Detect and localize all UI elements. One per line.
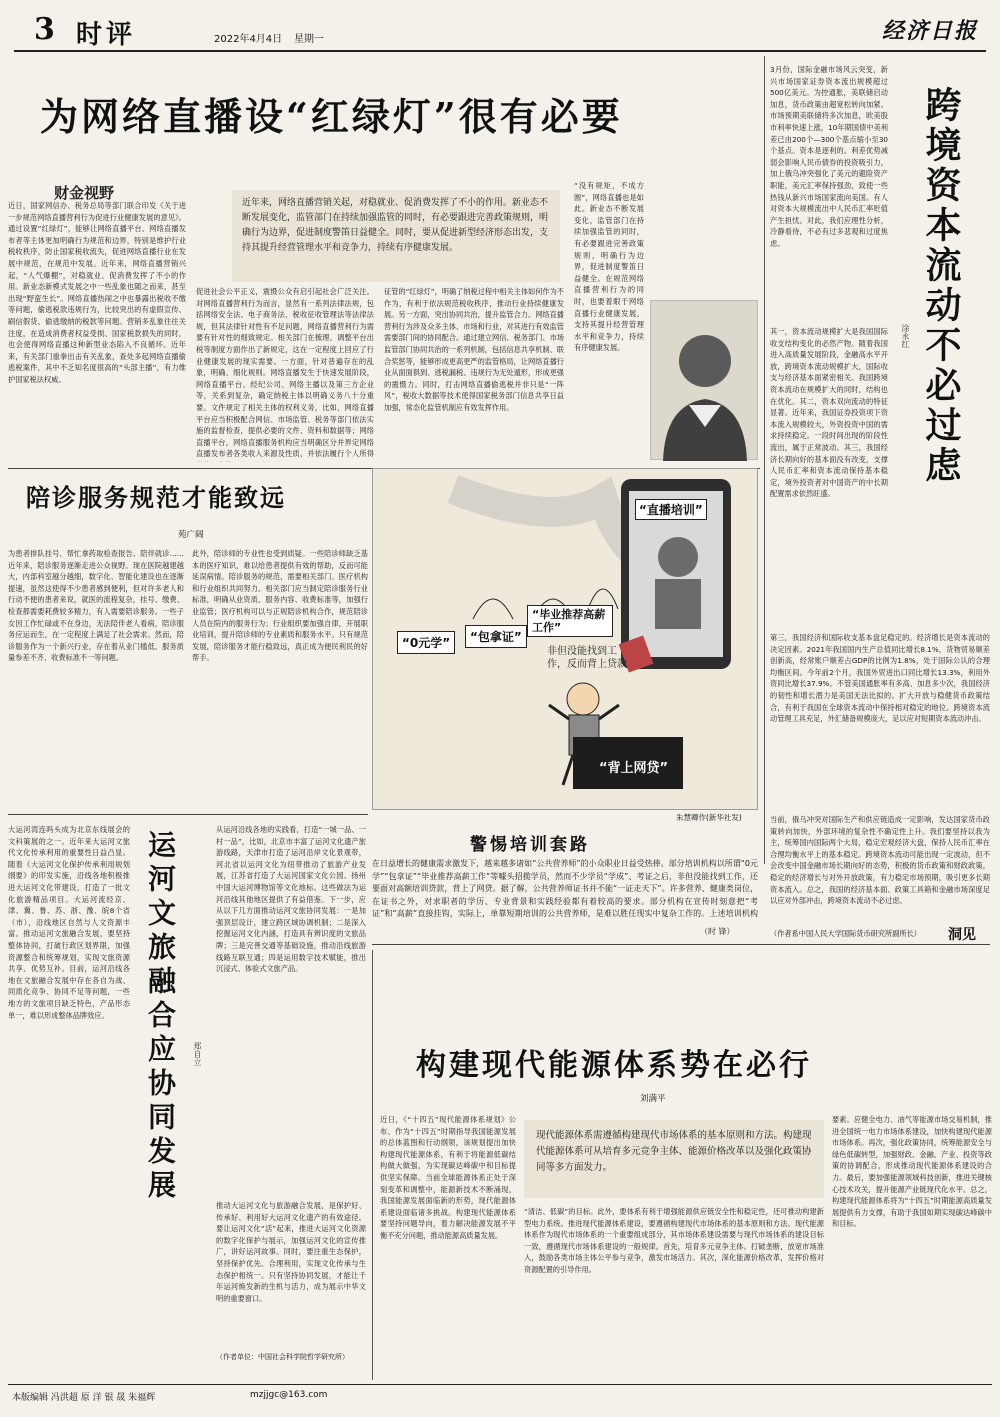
footer-email[interactable]: mzjjgc@163.com <box>250 1390 328 1400</box>
main-article-title: 为网络直播设“红绿灯”很有必要 <box>40 94 623 139</box>
cartoon-caption-zero-cost: “0元学” <box>397 631 455 654</box>
footer-rule <box>8 1384 992 1385</box>
sidebar-col-1: 3月份，国际金融市场风云突变，新兴市场国家证券资本流出规模超过500亿美元。为控通胀，美联储启动加息，货币政策由超宽松转向加紧。市场预期美联储将多次加息，欧美股市利率快速上涨，10年期国债中美利差已由200个—300个基点缩小至30个基点。资本是逐利的。利差优势减弱会影响人民币债券的投资吸引力，加上俄乌冲突强化了美元的避险资产职能，美元汇率保持强劲，致使一些热钱从新兴市场国家流向美国。有人对资本大规模流出中人民币汇率贬值产生担忧。对此，我们应理性分析，冷静看待，不必有过多悲观和过度焦虑。 <box>770 65 888 248</box>
main-article-col-4: “没有规矩，不成方圆”，网络直播也是如此。新业态不断发展变化，监管部门在持续加强监管的同时，有必要跟进完善政策规则，明确行为边界，促进制度警笛日益健全。在规范网络直播营利行为的同时，也要着眼于网络直播行业健康发展，支持其提升经营管理水平和竞争力，持续有序健康发展。 <box>574 181 644 353</box>
canal-article-author: 郑自立 <box>193 1042 202 1066</box>
energy-article-author: 刘满平 <box>640 1094 666 1104</box>
cartoon-caption-job: “毕业推荐高薪工作” <box>527 605 613 637</box>
training-article-title: 警惕培训套路 <box>470 835 590 855</box>
training-article-author: （时 锋） <box>700 927 735 936</box>
training-article-body: 在日益增长的健康需求激发下，越来越多诸如“公共营养师”的小众职业日益受热捧。部分培训机构以所谓“0元学”“包拿证”“毕业推荐高薪工作”等噱头招揽学员，然而不少学员“学成”、考证之后，非但没能找到工作，还要面对高额培训贷款，背上了网贷。据了解，公共营养师证书并不能“一证走天下”。许多营养、健康类岗位，在证书之外，对求职者的学历、专业背景和实践经验都有着较高的要求。部分机构在宣传时刻意把“考证”和“高薪”直接挂钩，实际上，单靠短期培训的公共营养师，是难以胜任现实中复杂工作的。上述培训机构 <box>372 859 758 919</box>
escort-article-col-1: 为患者排队挂号、帮忙拿药取检查报告、陪伴就诊……近年来，陪诊服务逐渐走进公众视野。现在医院越建越大，内部科室越分越细，数字化、智能化建设也在逐渐提速，虽然这使得不少患者感到便利，但对许多老人和行动不便的患者来说，就医的流程复杂，挂号、缴费、检查都需要耗费较多精力，有人需要陪诊服务。一些子女因工作忙碌或不在身边，无法陪伴老人看病，陪诊服务应运而生，在一定程度上满足了社会需求。然而，陪诊服务作为一个新兴行业，存在着从业门槛低、服务质量参差不齐、收费标准不一等问题。 <box>8 549 184 663</box>
cartoon-phone-sign: “直播培训” <box>635 499 707 520</box>
sidebar-col-2: 其一，资本流动规模扩大是我国国际收支结构变化的必然产物。随着我国进入高质量发展阶段，金融高水平开放，跨境资本流动规模扩大，国际收支与经济基本面紧密相关。我国跨境资本流动在规模扩大的同时，结构也在优化。其二，资本双向流动的特征显著。近年来，我国证券投资项下资本流入规模较大，外资投资中国的需求持续稳定。一段时间出现的阶段性流出，属于正常波动。其三，我国经济长期向好的基本面没有改变，支撑人民币汇率和资本流动保持基本稳定，境外投资者对中国资产的中长期配置需求依然旺盛。 <box>770 327 888 499</box>
escort-article-bottom-rule <box>8 814 368 815</box>
sidebar-col-4: 当前，俄乌冲突对国际生产和供应链造成一定影响，发达国家货币政策转向加快，外部环境的复杂性不确定性上升。我们要坚持以我为主，统筹国内国际两个大局，稳定宏观经济大盘，保持人民币汇率在合理均衡水平上的基本稳定。跨境资本流动可能出现一定波动，但不会改变中国金融市场长期向好的态势，积极的货币政策和财政政策，稳定的经济增长与对外开放政策，有力稳定市场预期，吸引更多长期资本流入。总之，我国的经济基本面、政策工具箱和金融市场深度足以应对外部冲击，跨境资本流动不必过虑。 <box>770 815 990 906</box>
issue-date: 2022年4月4日 <box>214 34 283 45</box>
sidebar-divider <box>764 56 765 864</box>
masthead-rule <box>14 50 986 52</box>
footer-editors: 本版编辑 冯洪超 原 洋 银 晟 朱福辉 <box>12 1393 156 1403</box>
escort-article-col-2: 此外，陪诊师的专业性也受到质疑。一些陪诊师缺乏基本的医疗知识，难以给患者提供有效的帮助，反而可能延误病情。陪诊服务的规范，需要相关部门、医疗机构和行业组织共同努力。相关部门应当制定陪诊服务行业标准，明确从业资质、服务内容、收费标准等，加强行业监管；医疗机构可以与正规陪诊机构合作，规范陪诊人员在院内的服务行为；行业组织要加强自律，开展职业培训，提升陪诊师的专业素质和服务水平。只有规范发展，陪诊服务才能行稳致远，真正成为便民利民的好帮手。 <box>192 549 368 663</box>
sidebar-title: 跨境资本流动不必过虑 <box>920 86 962 486</box>
cartoon-caption-certificate: “包拿证” <box>465 625 527 648</box>
canal-article-col-3: 推动大运河文化与旅游融合发展，是保护好、传承好、利用好大运河文化遗产的有效途径。要让运河文化“活”起来，推进大运河文化资源的数字化保护与展示，加强运河文化的宣传推广，讲好运河故事。同时，要注重生态保护，坚持保护优先、合理利用，实现文化传承与生态保护相统一。只有坚持协同发展，才能让千年运河焕发新的生机与活力，成为展示中华文明的重要窗口。 <box>216 1201 366 1303</box>
main-article-col-3: 征管的“红绿灯”，明确了纳税过程中相关主体如何作为不作为，有利于依法规范税收秩序，推动行业持续健康发展。另一方面，突出协同共治，提升监管合力。网络直播营利行为涉及众多主体、市场和行业，对其进行有效监管需要部门间的协同配合。通过建立网信、税务部门、市场监管部门协同共治的一系列机制，包括信息共享机制、联合奖惩等，能够形成更高更严的监管格局，让网络直播行业从面面俱到、逃税漏税、违规行为无处遁形，形成更强的震慑力。同时，打击网络直播偷逃税并非只是“一阵风”，税收大数据等技术使得国家税务部门信息共享日益加强，常态化监管机制应有效发挥作用。 <box>384 287 564 412</box>
canal-energy-divider <box>372 950 373 1380</box>
main-article-col-2: 促进社会公平正义，震慑公众有启引起社会广泛关注。对网络直播营利行为而言，显然有一系列法律法规，包括网络安全法、电子商务法、税收征收管理法等法律法规，但其法律针对性有不足问题，网络直播营利行为需要有针对性的细致规定。相关部门在梳理、调整平台出税等制度方面作出了新规定，这在一定程度上回应了行业健康发展的现实需要。一方面，针对普遍存在的乱象，明确、细化规则。网络直播发生于快速发展阶段，网络直播平台、经纪公司、网络主播以及第三方企业等，关系到复杂，确定纳税主体以明确义务八十分重要。文件规定了相关主体的权利义务，比如，网络直播平台应当积极配合网信、市场监管、税务等部门依法实施的监督检查，提供必要的文件、资料和数据等；网络直播平台，网络直播服务机构应当明确区分并界定网络直播发布者各类收入来源及性质，并依法履行个人所得 <box>196 287 374 459</box>
sidebar-footnote: （作者系中国人民大学国际货币研究所副所长） <box>770 929 921 938</box>
author-portrait <box>650 300 758 460</box>
escort-article-title: 陪诊服务规范才能致远 <box>26 483 286 512</box>
cartoon-credit: 朱慧卿作(新华社发) <box>676 813 742 822</box>
sidebar-column-name: 洞见 <box>948 927 976 943</box>
main-article-col-1: 近日，国家网信办、税务总局等部门联合印发《关于进一步规范网络直播营利行为促进行业健康发展的意见》。通过设置“红绿灯”，能够让网络直播平台、网络直播发布者等主体更加明确行为规范和边界，特别是维护行业税收秩序，防止国家税收流失，促进网络直播行业在发展中规范，在规范中发展。近年来，网络直播营销兴起，“人气爆棚”，对稳就业、促消费发挥了不小的作用。新业态新模式发展之中一些乱象也随之而来，甚至出现“野蛮生长”。网络直播热闹之中也暴露出税收不缴等问题，偷逃税款违规行为，比较突出的有虚假宣传、刷信假货、偷逃缴纳的税款等问题。营销多乱象往往关注度，在造成消费者权益受损、国家税款损失的同时，也会使得网络直播这种新型业态陷入不良循环。近年来，有关部门重拳出击有关乱象，查处多起网络直播偷逃税案件，其中不乏知名度很高的“头部主播”，有力维护国家税法权威。 <box>8 201 186 384</box>
canal-article-col-1: 大运河湾连吗头成为北京东线展会的文科策展的之一。近年来大运河文旅代文化传承利用的重要性日益凸显。随着《大运河文化保护传承利用规划纲要》的印发实施，沿线各地积极推进大运河文化带建设，打造了一批文化旅游精品项目。大运河流经京、津、冀、鲁、苏、浙、豫、皖8个省（市），沿线地区自然与人文资源丰富。推动运河文旅融合发展，要坚持整体协同，打破行政区划界限，加强资源整合和统筹规划，实现文旅资源共享、优势互补。目前，运河沿线各地在文旅融合发展中存在各自为战、同质化竞争、协同不足等问题，一些地方的文旅项目缺乏特色，产品形态单一，难以形成整体品牌效应。 <box>8 825 130 1020</box>
cartoon-caption-loan: “背上网贷” <box>599 761 669 776</box>
energy-article-title: 构建现代能源体系势在必行 <box>416 1048 812 1083</box>
energy-article-col-3: 要素。应健全电力、油气等能源市场交易机制，推进全国统一电力市场体系建设，加快构建现代能源市场体系。再次，强化政策协同，统筹能源安全与绿色低碳转型，加强财政、金融、产业、投资等政策的协调配合，形成推动现代能源体系建设的合力。最后，要加强能源领域科技创新，推进关键核心技术攻关，提升能源产业链现代化水平。总之，构建现代能源体系将为“十四五”时期能源高质量发展提供有力支撑，有助于我国如期实现碳达峰碳中和目标。 <box>832 1115 992 1229</box>
energy-article-col-1: 近日，《“十四五”现代能源体系规划》公布。作为“十四五”时期指导我国能源发展的总体蓝图和行动纲领，该规划提出加快构建现代能源体系，有利于将能源低碳结构做大做强，为实现碳达峰碳中和目标提供坚实保障。当前全球能源体系正处于深刻变革和调整中，能源新技术不断涌现，我国能源发展面临新的形势，现代能源体系建设面临诸多挑战。构建现代能源体系要坚持问题导向，着力解决能源发展不平衡不充分问题，推动能源高质量发展。 <box>380 1115 516 1240</box>
energy-article-summary: 现代能源体系需遵循构建现代市场体系的基本原则和方法。构建现代能源体系可从培育多元竞争主体、能源价格改革以及强化政策协同等多方面发力。 <box>524 1120 824 1198</box>
column-tag: 财金视野 <box>54 184 115 202</box>
section-name: 时评 <box>76 20 137 50</box>
sidebar-col-3: 第三，我国经济和国际收支基本盘足稳定的。经济增长是资本流动的决定因素。2021年我国国内生产总值同比增长8.1%，货物贸易顺差创新高，经常账户顺差占GDP的比例为1.8%，处于国际公认的合理均衡区间。今年前2个月，我国外贸进出口同比增长13.3%，利用外资同比增长37.9%。不管美国通胀率有多高、加息多少次，我国经济的韧性和增长潜力是美国无法比拟的。扩大开放与稳健货币政策结合，有利于我国在全球资本流动中保持相对稳定的地位。跨境资本流动管理工具充足，外汇储备规模庞大，足以应对短期资本流动冲击。 <box>770 633 990 724</box>
sidebar-author: 涂永红 <box>901 324 910 348</box>
escort-article-author: 苑广阔 <box>178 530 204 540</box>
energy-article-col-2: “清洁、低碳”的目标。此外，要体系有利于增强能源供应链安全性和稳定性，还可推动构建新型电力系统。推进现代能源体系建设，要遵循构建现代市场体系的基本原则和方法。现代能源体系作为现代市场体系的一个重要组成部分，其市场体系建设需要与现代市场体系的建设目标一致，遵循现代市场体系建设的一般规律。首先，培育多元竞争主体。打破垄断，放宽市场准入，鼓励各类市场主体公平参与竞争，激发市场活力。其次，深化能源价格改革，发挥价格对资源配置的引导作用。 <box>524 1207 824 1274</box>
issue-weekday: 星期一 <box>294 34 324 45</box>
canal-article-title: 运河文旅融合应协同发展 <box>144 830 177 1204</box>
paper-logo: 经济日报 <box>882 18 979 44</box>
main-article-summary: 近年来，网络直播营销关起，对稳就业、促消费发挥了不小的作用。新业态不断发展变化，监管部门在持续加强监管的同时，有必要跟进完善政策规则，明确行为边界，促进制度警笛日益健全。同时，要从促进新型经济形态出发，支持其提升经营管理水平和竞争力，持续有序健康发展。 <box>232 190 560 282</box>
cartoon-caption-no-job: 非但没能找到工作，反而背上贷款 <box>547 646 627 670</box>
canal-article-footnote: （作者单位：中国社会科学院哲学研究所） <box>216 1353 349 1361</box>
middle-rule <box>372 944 990 945</box>
cartoon-frame <box>372 468 758 810</box>
masthead <box>14 8 986 48</box>
canal-article-col-2: 从运河沿线各地的实践看，打造“一城一品、一村一品”，比如，北京市丰富了运河文化遗产旅游线路，天津市打造了运河沿岸文化景观带，河北省以运河文化为纽带推动了旅游产业发展，江苏省打造了大运河国家文化公园、扬州中国大运河博物馆等文化地标。这些做法为运河沿线其他地区提供了有益借鉴。下一步，应从以下几方面推动运河文旅协同发展：一是加强顶层设计，建立跨区域协调机制；二是深入挖掘运河文化内涵，打造具有辨识度的文旅品牌；三是完善交通等基础设施，推动沿线旅游线路互联互通；四是运用数字技术赋能，推出沉浸式、体验式文旅产品。 <box>216 825 366 974</box>
page-number: 3 <box>34 12 55 47</box>
